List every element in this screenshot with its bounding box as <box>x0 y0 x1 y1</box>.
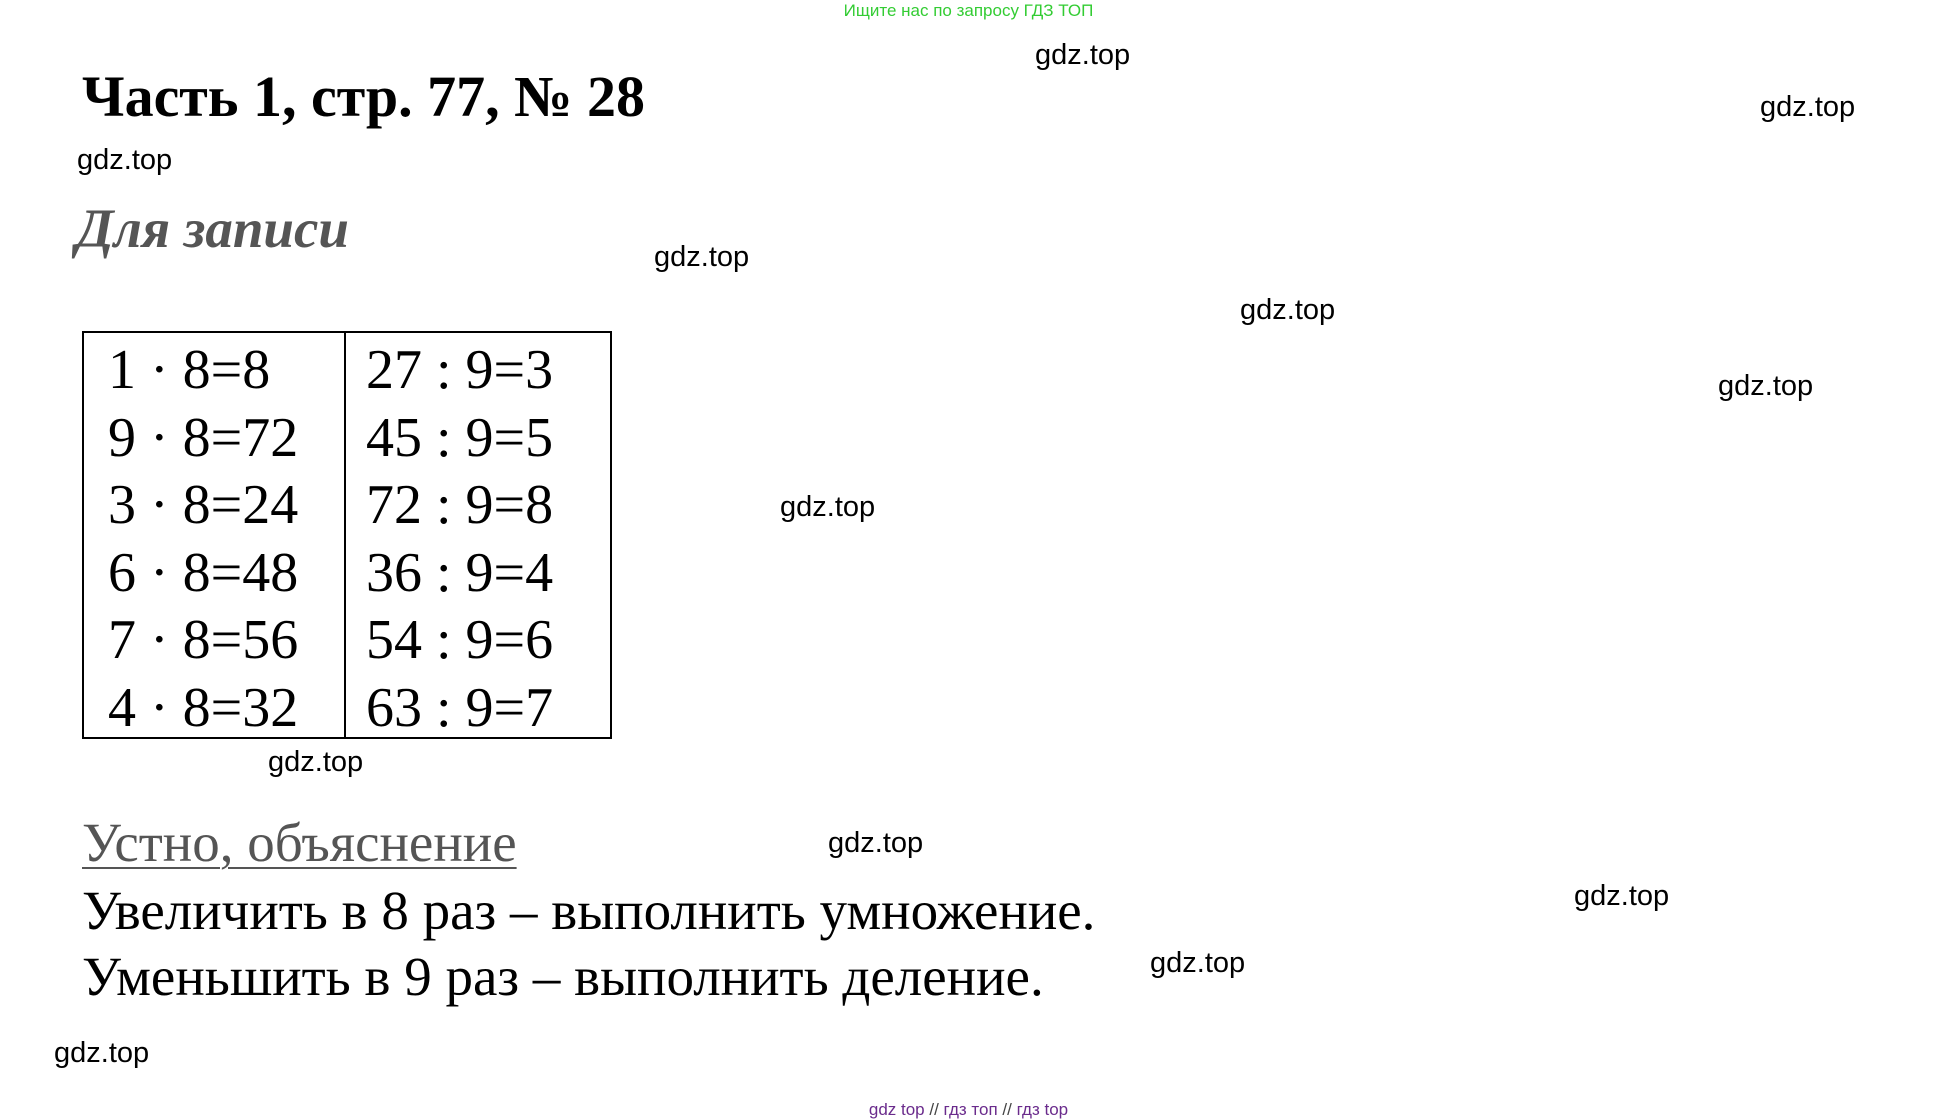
division-row: 36 : 9=4 <box>366 541 554 604</box>
watermark: gdz.top <box>1150 947 1246 979</box>
watermark: gdz.top <box>1574 880 1670 912</box>
division-row: 54 : 9=6 <box>366 609 554 671</box>
footer-link[interactable]: гдз топ <box>943 1100 998 1119</box>
watermark: gdz.top <box>77 144 173 176</box>
watermark: gdz.top <box>654 241 750 273</box>
footer-separator: // <box>929 1100 939 1119</box>
watermark: gdz.top <box>1718 370 1814 402</box>
division-row: 63 : 9=7 <box>366 676 554 739</box>
multiplication-column <box>84 333 346 737</box>
watermark: gdz.top <box>780 491 876 523</box>
section-heading-oral: Устно, объяснение <box>82 812 517 873</box>
watermark: gdz.top <box>54 1037 150 1069</box>
explanation-line: Увеличить в 8 раз – выполнить умножение. <box>82 880 1096 941</box>
math-table <box>82 331 612 739</box>
division-row: 45 : 9=5 <box>366 406 554 469</box>
multiplication-row: 9 · 8=72 <box>108 406 299 469</box>
footer-link[interactable]: gdz top <box>868 1100 925 1119</box>
division-row: 27 : 9=3 <box>366 339 554 401</box>
division-column <box>346 333 610 737</box>
top-banner[interactable]: Ищите нас по запросу ГДЗ ТОП <box>843 1 1094 20</box>
footer-links <box>0 1100 1937 1120</box>
multiplication-row: 6 · 8=48 <box>108 541 299 604</box>
section-heading-for-writing: Для записи <box>76 198 350 259</box>
footer-separator: // <box>1002 1100 1012 1119</box>
watermark: gdz.top <box>1760 91 1856 123</box>
watermark: gdz.top <box>1240 294 1336 326</box>
page-title: Часть 1, стр. 77, № 28 <box>82 64 645 129</box>
multiplication-row: 4 · 8=32 <box>108 676 299 739</box>
division-row: 72 : 9=8 <box>366 474 554 536</box>
watermark: gdz.top <box>1035 39 1131 71</box>
multiplication-row: 1 · 8=8 <box>108 339 271 401</box>
watermark: gdz.top <box>828 827 924 859</box>
watermark: gdz.top <box>268 746 364 778</box>
explanation-line: Уменьшить в 9 раз – выполнить деление. <box>82 946 1044 1007</box>
multiplication-row: 7 · 8=56 <box>108 609 299 671</box>
multiplication-row: 3 · 8=24 <box>108 474 299 536</box>
footer-link[interactable]: гдз top <box>1016 1100 1069 1119</box>
